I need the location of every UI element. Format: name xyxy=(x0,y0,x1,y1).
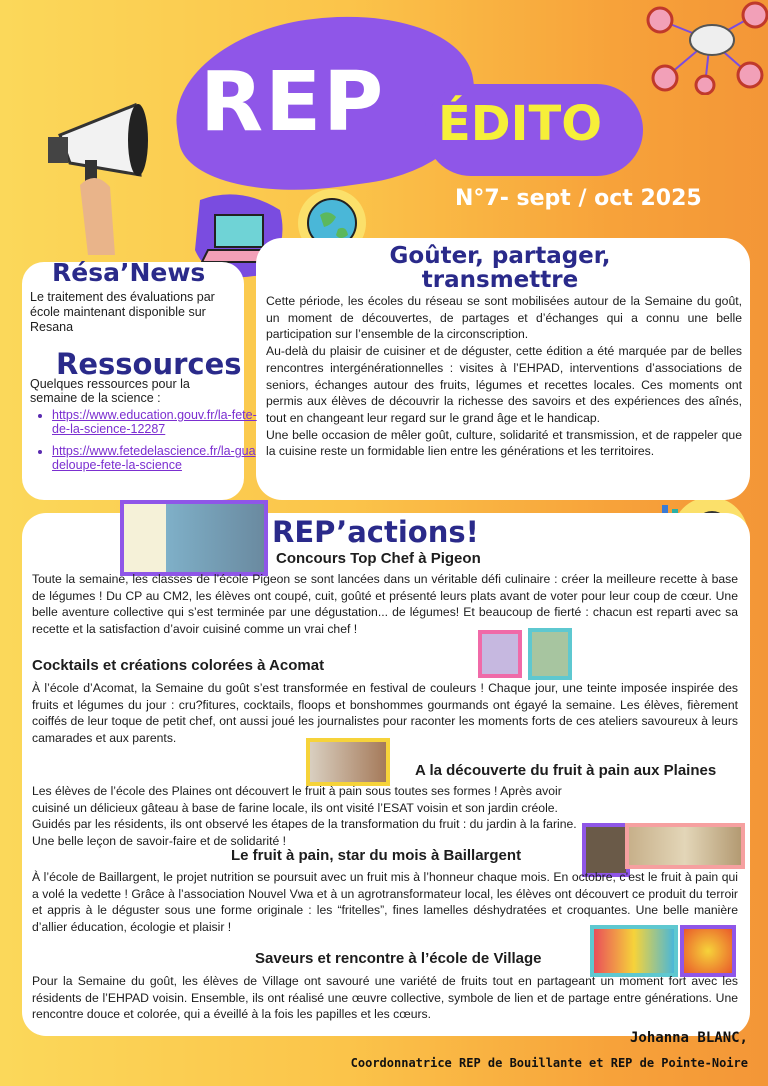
megaphone-icon xyxy=(40,95,180,255)
edito-paragraph: Cette période, les écoles du réseau se sont mobilisées autour de la Semaine du goût, un moment de découvertes, de partages et d’échanges qui a connu une belle participation sur l’ensemble de la circonscription. xyxy=(266,294,742,342)
rep-actions-title: REP’actions! xyxy=(272,515,479,549)
network-icon xyxy=(640,0,768,95)
section-heading-pigeon: Concours Top Chef à Pigeon xyxy=(276,550,481,567)
resa-news-text: Le traitement des évaluations par école maintenant disponible sur Resana xyxy=(30,290,215,334)
resa-news-title: Résa’News xyxy=(52,258,206,287)
section-heading-plaines: A la découverte du fruit à pain aux Plaines xyxy=(415,762,717,779)
section-text-village: Pour la Semaine du goût, les élèves de Village ont savouré une variété de fruits tout en partageant un moment fort avec les résidents de l’EHPAD voisin. Ensemble, ils ont réalisé une œuvre collective, symbole de lien et de partage entre générations. Une rencontre douce et colorée, qui a éveillé à la fois les papilles et les cœurs. xyxy=(32,974,738,1022)
edito-title: Goûter, partager, transmettre xyxy=(389,243,611,293)
section-text-plaines: Les élèves de l’école des Plaines ont découvert le fruit à pain sous toutes ses formes ! Après avoir cuisiné un délicieux gâteau à base de farine locale, ils ont visité l’ESAT voisin et son jardin créole. Guidés par les résidents, ils ont observé les étapes de la transformation du fruit : du jardin à la farine. Une belle leçon de savoir-faire et de solidarité ! xyxy=(32,784,577,848)
ressources-links xyxy=(30,408,262,480)
signature-role: Coordonnatrice REP de Bouillante et REP de Pointe-Noire xyxy=(350,1056,748,1070)
section-heading-acomat: Cocktails et créations colorées à Acomat xyxy=(32,657,325,674)
photo-top-chef xyxy=(120,500,268,576)
photo-baillargent-2 xyxy=(625,823,745,869)
ressources-title: Ressources xyxy=(56,347,242,381)
ressource-item xyxy=(52,408,262,436)
ressource-item xyxy=(52,444,262,472)
ressources-intro: Quelques ressources pour la semaine de la science : xyxy=(30,377,190,405)
section-text-acomat: À l’école d’Acomat, la Semaine du goût s’est transformée en festival de couleurs ! Chaque jour, une teinte imposée inspirée des fruits et légumes du jour : cru?fitures, cocktails, floops et bonshommes gourmands ont égayé la semaine. Les élèves, fièrement coiffés de leur toque de petit chef, ont aussi joué les journalistes pour raconter les moments forts de ces ateliers savoureux à leurs camarades et aux parents. xyxy=(32,681,738,745)
ressource-link-fetedelascience[interactable]: https://www.fetedelascience.fr/la-guadeloupe-fete-la-science xyxy=(52,444,256,472)
edito-paragraph: Au-delà du plaisir de cuisiner et de déguster, cette édition a été marquée par de belles rencontres intergénérationnelles : visites à l’EHPAD, interventions d’associations de seniors, échanges autour des fruits, légumes et recettes locales. Ces moments ont permis aux élèves de découvrir la richesse des savoirs et des expériences des aînés, tout en changeant leur regard sur le grand âge et le handicap. xyxy=(266,344,742,425)
ressource-link-education[interactable]: https://www.education.gouv.fr/la-fete-de-la-science-12287 xyxy=(52,408,257,436)
section-text-baillargent: À l’école de Baillargent, le projet nutrition se poursuit avec un fruit mis à l’honneur chaque mois. En octobre, c’est le fruit à pain qui a volé la vedette ! Grâce à l’association Nouvel Vwa et à un agrotransformateur local, les élèves ont découvert ce produit du terroir et appris à le déguster sous une forme originale : les “fritelles”, fines lamelles déshydratées et croquantes. Une belle manière d’allier éducation, écologie et plaisir ! xyxy=(32,870,738,934)
section-heading-village: Saveurs et rencontre à l’école de Village xyxy=(255,950,542,967)
edito-label: ÉDITO xyxy=(438,96,603,152)
newsletter-title: REP xyxy=(200,55,386,150)
section-text-pigeon: Toute la semaine, les classes de l’école Pigeon se sont lancées dans un véritable défi culinaire : créer la meilleure recette à base de légumes ! Du CP au CM2, les élèves ont coupé, cuit, goûté et présenté leurs plats avant de voter pour leur coup de cœur. Une belle aventure collective qui s’est terminée par une dégustation... de légumes! Et beaucoup de fierté : chacun est reparti avec sa recette et la satisfaction d’avoir cuisiné comme un vrai chef ! xyxy=(32,572,738,636)
issue-number: N°7- sept / oct 2025 xyxy=(455,186,702,211)
section-heading-baillargent: Le fruit à pain, star du mois à Baillargent xyxy=(231,847,522,864)
signature-name: Johanna BLANC, xyxy=(629,1030,748,1046)
edito-text xyxy=(266,293,742,460)
edito-paragraph: Une belle occasion de mêler goût, culture, solidarité et transmission, et de rappeler que la cuisine reste un formidable lien entre les générations et les territoires. xyxy=(266,427,742,459)
